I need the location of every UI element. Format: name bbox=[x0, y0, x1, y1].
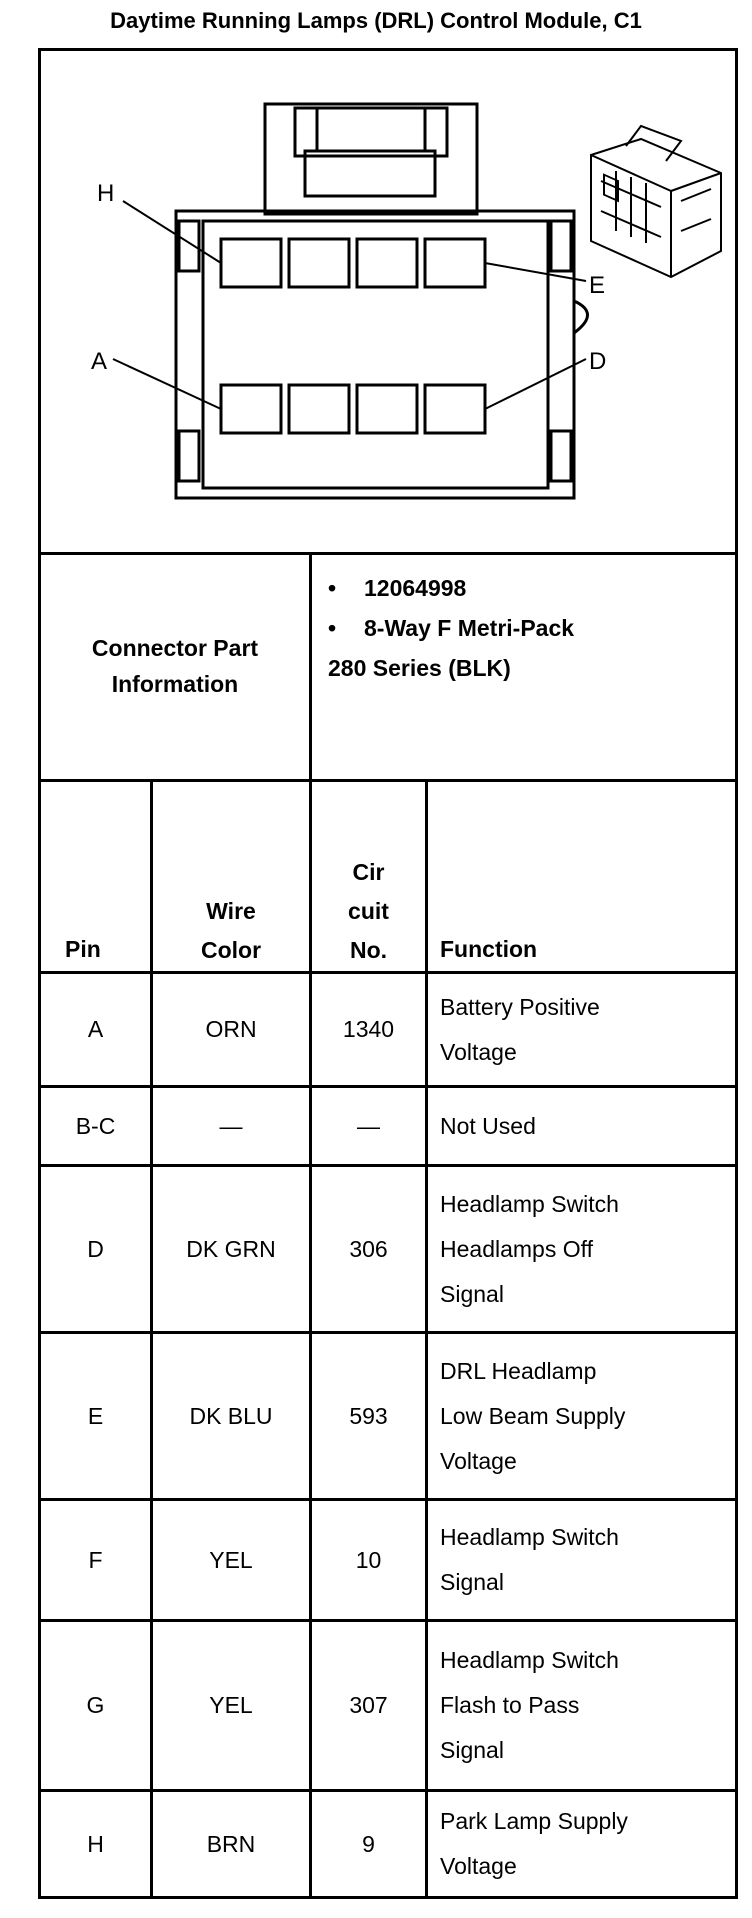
function-cell: Battery Positive Voltage bbox=[440, 993, 600, 1065]
circuit-cell: 593 bbox=[349, 1402, 388, 1429]
pin-cell: H bbox=[87, 1830, 104, 1857]
pin-cell: A bbox=[87, 1016, 104, 1042]
pin-cell: D bbox=[87, 1235, 104, 1262]
pin-cell: B-C bbox=[75, 1112, 116, 1139]
divider bbox=[309, 552, 312, 779]
connector-part-label bbox=[41, 555, 309, 777]
part-number: • 12064998 bbox=[328, 575, 467, 601]
function-cell: DRL Headlamp Low Beam Supply Voltage bbox=[440, 1357, 626, 1474]
pin-label-a: A bbox=[91, 348, 108, 375]
divider bbox=[38, 1085, 738, 1088]
pin-cell: G bbox=[86, 1692, 105, 1718]
function-cell: Headlamp Switch Flash to Pass Signal bbox=[440, 1647, 619, 1763]
connector-label-line: Information bbox=[111, 671, 239, 697]
connector-part-info bbox=[328, 568, 728, 688]
divider bbox=[38, 1498, 738, 1501]
divider bbox=[38, 779, 738, 782]
circuit-cell: — bbox=[357, 1112, 380, 1139]
pin-label-d: D bbox=[589, 348, 607, 375]
divider bbox=[38, 1789, 738, 1792]
wire-color-cell: YEL bbox=[209, 1692, 253, 1718]
circuit-cell: 9 bbox=[362, 1830, 375, 1857]
header-function: Function bbox=[440, 936, 538, 962]
divider bbox=[38, 1896, 738, 1899]
circuit-cell: 10 bbox=[355, 1546, 382, 1573]
circuit-cell: 307 bbox=[349, 1692, 388, 1718]
connector-body bbox=[176, 211, 574, 498]
pin-cell: E bbox=[87, 1402, 104, 1429]
function-cell: Headlamp Switch Headlamps Off Signal bbox=[440, 1190, 619, 1307]
wire-color-cell: BRN bbox=[206, 1830, 256, 1857]
connector-face bbox=[203, 221, 548, 488]
header-circuit-no: Cir cuit No. bbox=[348, 859, 389, 963]
header-pin: Pin bbox=[65, 936, 101, 962]
connector-series: 280 Series (BLK) bbox=[328, 655, 511, 681]
divider bbox=[38, 1619, 738, 1622]
pin-cell: F bbox=[88, 1546, 103, 1573]
function-cell: Headlamp Switch Signal bbox=[440, 1524, 619, 1595]
function-cell: Not Used bbox=[440, 1112, 536, 1139]
wire-color-cell: ORN bbox=[205, 1016, 257, 1042]
divider bbox=[38, 1331, 738, 1334]
connector-label-line: Connector Part bbox=[91, 635, 259, 661]
circuit-cell: 1340 bbox=[342, 1016, 395, 1042]
header-wire-color: Wire Color bbox=[200, 898, 262, 963]
wire-color-cell: — bbox=[219, 1112, 243, 1139]
divider bbox=[38, 971, 738, 974]
wire-color-cell: DK GRN bbox=[186, 1235, 276, 1262]
latch-inner bbox=[305, 151, 435, 196]
page-title: Daytime Running Lamps (DRL) Control Module, C1 bbox=[110, 8, 642, 33]
pin-label-h: H bbox=[97, 180, 115, 207]
wire-color-cell: YEL bbox=[209, 1546, 253, 1573]
pin-label-e: E bbox=[589, 272, 606, 299]
connector-description: • 8-Way F Metri-Pack bbox=[328, 615, 575, 641]
divider bbox=[38, 1164, 738, 1167]
circuit-cell: 306 bbox=[349, 1235, 388, 1262]
function-cell: Park Lamp Supply Voltage bbox=[440, 1808, 628, 1879]
connector-diagram bbox=[41, 51, 735, 549]
divider bbox=[425, 779, 428, 1899]
wire-color-cell: DK BLU bbox=[189, 1402, 273, 1429]
